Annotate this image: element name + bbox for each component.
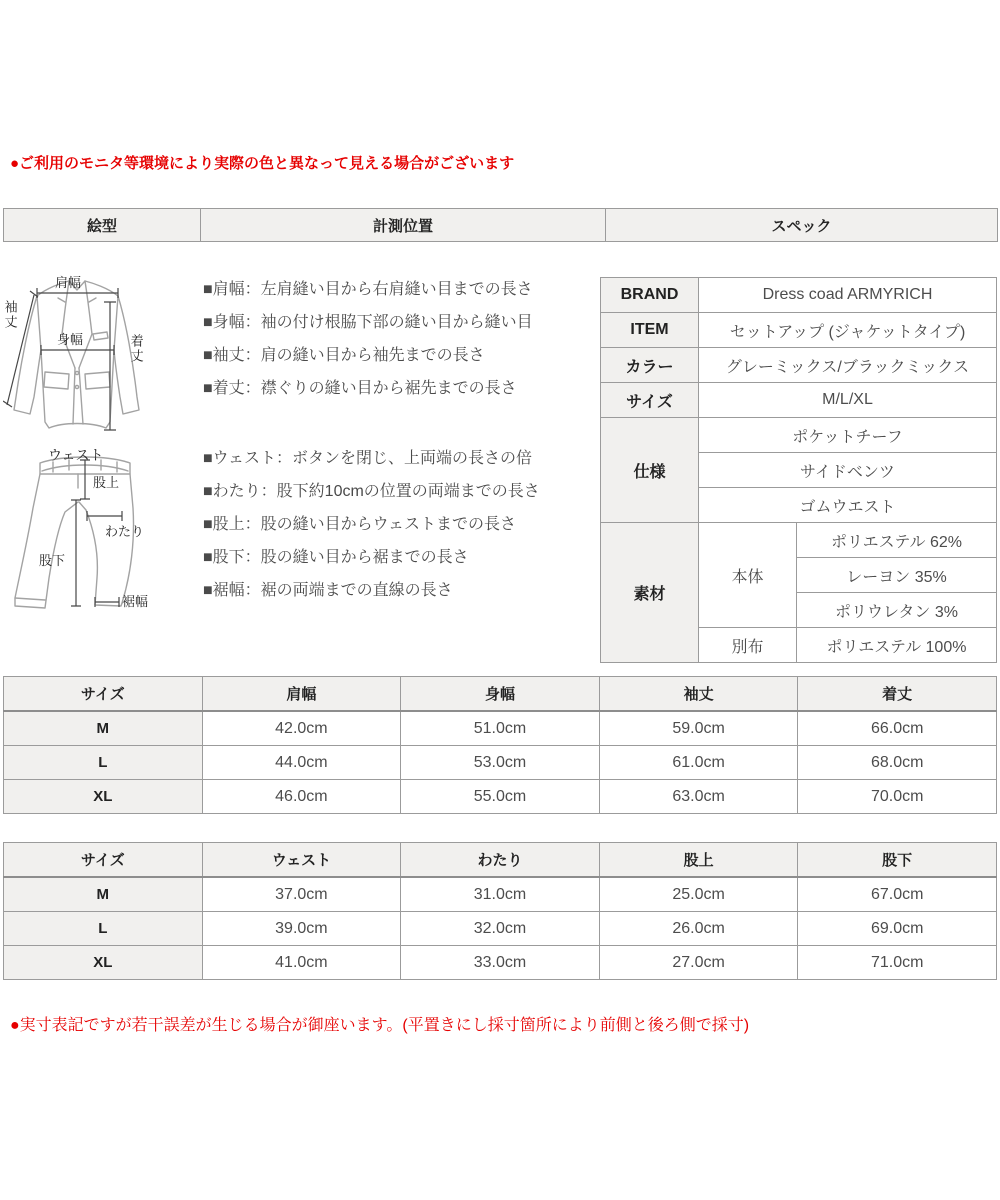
measure-cell: 27.0cm [599,946,798,980]
spec-features-label: 仕様 [601,418,699,523]
spec-material-main-item: ポリウレタン 3% [797,593,997,628]
note-hemwidth: ■裾幅：裾の両端までの直線の長さ [203,582,453,599]
measure-cell: 46.0cm [202,780,401,814]
spec-materials-label: 素材 [601,523,699,663]
measure-cell: 55.0cm [401,780,600,814]
pants-line-art [3,448,199,618]
jacket-size-header: サイズ [4,677,203,712]
spec-color-value: グレーミックス/ブラックミックス [699,348,997,383]
measure-cell: 32.0cm [401,912,600,946]
pants-size-header: わたり [401,843,600,878]
measure-cell: 53.0cm [401,746,600,780]
note-length: ■着丈：襟ぐりの縫い目から裾先までの長さ [203,380,517,397]
note-rise: ■股上：股の縫い目からウェストまでの長さ [203,516,517,533]
jacket-size-header: 肩幅 [202,677,401,712]
jacket-size-header: 身幅 [401,677,600,712]
spec-material-lining-label: 別布 [699,628,797,663]
pants-thigh-label: わたり [105,524,145,539]
overview-header-table [3,208,998,242]
pants-size-header: ウェスト [202,843,401,878]
spec-material-lining-value: ポリエステル 100% [797,628,997,663]
pants-diagram [3,448,199,618]
spec-size-label: サイズ [601,383,699,418]
pants-size-table [3,842,997,980]
color-disclaimer-text: ●ご利用のモニタ等環境により実際の色と異なって見える場合がございます [10,155,515,172]
measure-cell: 26.0cm [599,912,798,946]
note-inseam: ■股下：股の縫い目から裾までの長さ [203,549,469,566]
spec-color-label: カラー [601,348,699,383]
spec-material-main-item: レーヨン 35% [797,558,997,593]
measure-cell: 42.0cm [202,711,401,746]
size-name-cell: L [4,746,203,780]
measure-cell: 68.0cm [798,746,997,780]
pants-hemwidth-label: 裾幅 [122,594,149,609]
measure-cell: 59.0cm [599,711,798,746]
jacket-size-header: 袖丈 [599,677,798,712]
measure-cell: 69.0cm [798,912,997,946]
table-row [4,711,997,746]
table-row [4,780,997,814]
overview-col-diagram: 絵型 [4,209,201,242]
overview-col-measure: 計測位置 [201,209,606,242]
spec-brand-label: BRAND [601,278,699,313]
measure-cell: 63.0cm [599,780,798,814]
pants-size-header: 股下 [798,843,997,878]
size-name-cell: M [4,711,203,746]
jacket-length-label: 着丈 [128,334,144,364]
spec-size-value: M/L/XL [699,383,997,418]
size-name-cell: L [4,912,203,946]
pants-size-header: サイズ [4,843,203,878]
jacket-size-table [3,676,997,814]
measure-cell: 67.0cm [798,877,997,912]
spec-table [600,277,997,663]
jacket-line-art [3,272,199,444]
note-bodywidth: ■身幅：袖の付け根脇下部の縫い目から縫い目 [203,314,533,331]
measure-cell: 71.0cm [798,946,997,980]
measure-cell: 44.0cm [202,746,401,780]
overview-col-spec: スペック [606,209,998,242]
pants-inseam-label: 股下 [39,553,66,568]
spec-feature-item: ゴムウエスト [699,488,997,523]
measure-cell: 61.0cm [599,746,798,780]
jacket-measure-notes [203,279,603,411]
spec-material-main-label: 本体 [699,523,797,628]
size-name-cell: M [4,877,203,912]
note-shoulder: ■肩幅：左肩縫い目から右肩縫い目までの長さ [203,281,533,298]
measure-cell: 41.0cm [202,946,401,980]
jacket-bodywidth-label: 身幅 [57,332,84,347]
note-thigh: ■わたり：股下約10cmの位置の両端までの長さ [203,483,540,500]
spec-material-main-item: ポリエステル 62% [797,523,997,558]
jacket-sleeve-label: 袖丈 [2,300,18,330]
jacket-diagram [3,272,199,444]
size-name-cell: XL [4,946,203,980]
pants-size-header: 股上 [599,843,798,878]
measure-cell: 51.0cm [401,711,600,746]
measure-cell: 37.0cm [202,877,401,912]
measurement-disclaimer-text: ●実寸表記ですが若干誤差が生じる場合が御座います。(平置きにし採寸箇所により前側と後ろ側で採寸) [10,1017,750,1034]
pants-waist-label: ウェスト [48,447,104,463]
table-row [4,946,997,980]
measure-cell: 33.0cm [401,946,600,980]
pants-rise-label: 股上 [93,475,120,490]
spec-feature-item: ポケットチーフ [699,418,997,453]
pants-measure-notes [203,448,603,613]
measure-cell: 31.0cm [401,877,600,912]
table-row [4,912,997,946]
spec-feature-item: サイドベンツ [699,453,997,488]
jacket-shoulder-label: 肩幅 [55,275,82,290]
table-row [4,746,997,780]
size-name-cell: XL [4,780,203,814]
measurement-notes [203,279,603,613]
measure-cell: 39.0cm [202,912,401,946]
garment-diagrams [3,272,199,618]
measure-cell: 25.0cm [599,877,798,912]
jacket-size-header: 着丈 [798,677,997,712]
spec-item-value: セットアップ (ジャケットタイプ) [699,313,997,348]
note-waist: ■ウェスト：ボタンを閉じ、上両端の長さの倍 [203,450,533,467]
measure-cell: 70.0cm [798,780,997,814]
note-sleeve: ■袖丈：肩の縫い目から袖先までの長さ [203,347,485,364]
table-row [4,877,997,912]
measure-cell: 66.0cm [798,711,997,746]
spec-brand-value: Dress coad ARMYRICH [699,278,997,313]
spec-item-label: ITEM [601,313,699,348]
